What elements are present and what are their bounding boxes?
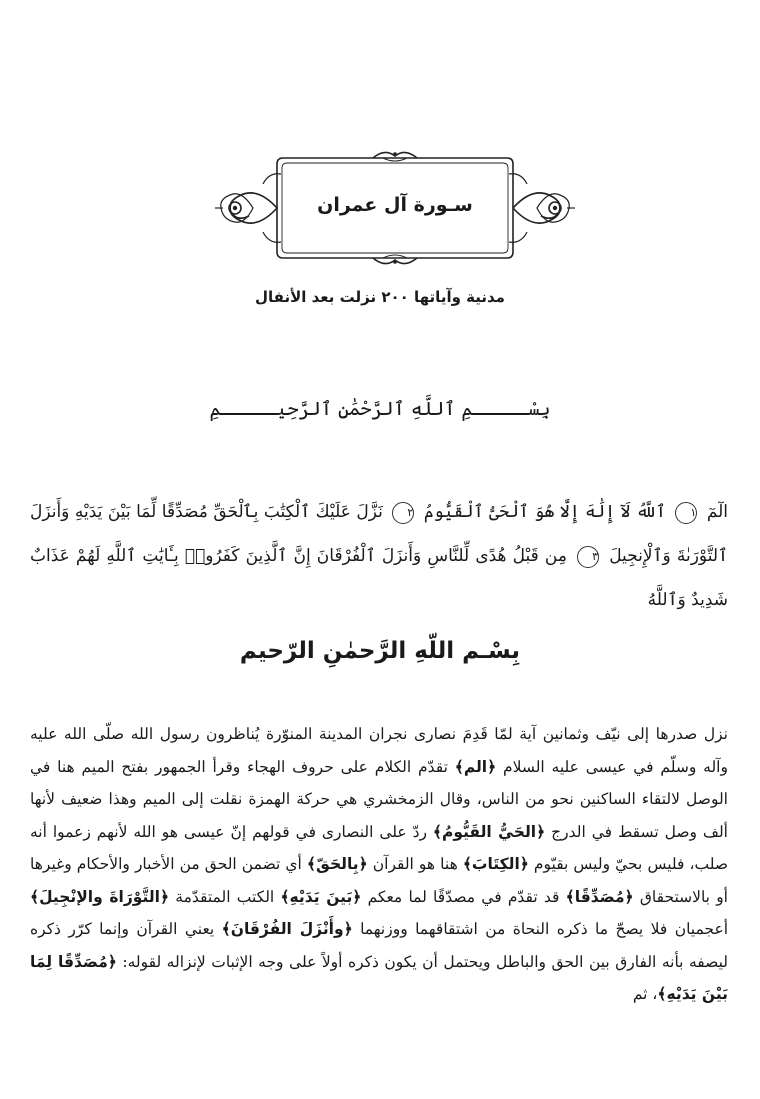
verse-number-marker: ٣: [577, 546, 599, 568]
quran-verses: [30, 490, 728, 622]
commentary-text: نزل صدرها إلى نيّف وثمانين آية لمّا قَدِمَ نصارى نجران المدينة المنوّرة يُناظرون رسول الله صلّى الله عليه وآله وسلّم في عيسى عليه السلام: [30, 725, 728, 776]
commentary-text: تقدّم الكلام على حروف الهجاء وقرأ الجمهور بفتح الميم هنا في الوصل لالتقاء الساكنين نحو من الناس، وقال الزمخشري هي حركة الهمزة نقلت إلى الميم وهذا ضعيف لأنها ألف وصل تسقط في الدرج: [30, 757, 728, 841]
surah-title-frame: [213, 150, 577, 266]
quoted-quran-phrase: ﴿بَينَ يَدَيْهِ﴾: [280, 887, 362, 906]
verse-text: مِن قَبْلُ هُدًى لِّلنَّاسِ وَأَنزَلَ ٱلْفُرْقَانَ إِنَّ ٱلَّذِينَ كَفَرُوا۟ بِـَٔايَٰتِ ٱللَّهِ لَهُمْ عَذَابٌ شَدِيدٌ وَٱللَّهُ: [30, 546, 728, 610]
commentary-text: الكتب المتقدّمة: [169, 887, 281, 906]
commentary-text: هنا هو القرآن: [367, 855, 463, 873]
commentary-text: أعجميان فلا يصحّ ما ذكره النحاة من اشتقاقهما ووزنهما: [352, 920, 728, 938]
quoted-quran-phrase: ﴿التَّوْرَاةَ والإنْجِيلَ﴾: [30, 887, 170, 906]
commentary-text: قد تقدّم في مصدّقًا لما معكم: [361, 887, 566, 906]
verse-text: ٱللَّهُ لَآ إِلَٰهَ إِلَّا هُوَ ٱلْحَىُّ ٱلْقَيُّومُ: [423, 502, 666, 522]
surah-info: مدنية وآياتها ٢٠٠ نزلت بعد الأنفال: [255, 288, 505, 306]
basmala-heading: بِسْـم اللّهِ الرَّحمٰنِ الرّحيم: [239, 638, 521, 664]
commentary-text: يعني القرآن وإنما كرّر ذكره ليصفه بأنه الفارق بين الحق والباطل ويحتمل أن يكون ذكره أولاً على وجه الإثبات لإنزاله لقوله:: [30, 920, 728, 971]
verse-number-marker: ١: [675, 502, 697, 524]
commentary-text: أي تضمن الحق من الأخبار والأحكام وغيرها أو بالاستحقاق: [30, 855, 728, 906]
basmala-calligraphic: بِسْـــــمِ ٱللَّهِ ٱلرَّحْمَٰنِ ٱلرَّحِيـــــمِ: [209, 398, 551, 420]
quoted-quran-phrase: ﴿مُصَدِّقًا﴾: [565, 887, 634, 906]
verse-text: الٓمٓ: [706, 502, 729, 522]
quoted-quran-phrase: ﴿مُصَدِّقًا لِمَا بَيْنَ يَدَيْهِ﴾: [30, 952, 728, 1003]
quoted-quran-phrase: ﴿الكِتَابَ﴾: [462, 855, 529, 873]
commentary-text: ، ثم: [632, 985, 658, 1003]
commentary-text: ردّ على النصارى في قولهم إنّ عيسى هو الله لأنهم زعموا أنه صلب، فليس بحيّ وليس بقيّوم: [30, 822, 728, 873]
verse-number-marker: ٢: [392, 502, 414, 524]
quoted-quran-phrase: ﴿وأَنْزَلَ الفُرْقَانَ﴾: [221, 920, 353, 938]
quoted-quran-phrase: ﴿الحَيُّ القَيُّومُ﴾: [432, 822, 546, 841]
quoted-quran-phrase: ﴿بِالحَقّ﴾: [306, 855, 368, 873]
quoted-quran-phrase: ﴿الم﴾: [454, 757, 497, 776]
verse-text: نَزَّلَ عَلَيْكَ ٱلْكِتَٰبَ بِٱلْحَقِّ مُصَدِّقًا لِّمَا بَيْنَ يَدَيْهِ وَأَنزَلَ ٱلتَّوْرَىٰةَ وَٱلْإِنجِيلَ: [30, 502, 728, 566]
surah-title: سـورة آل عمران: [317, 194, 473, 216]
commentary-paragraph: [30, 718, 728, 1011]
